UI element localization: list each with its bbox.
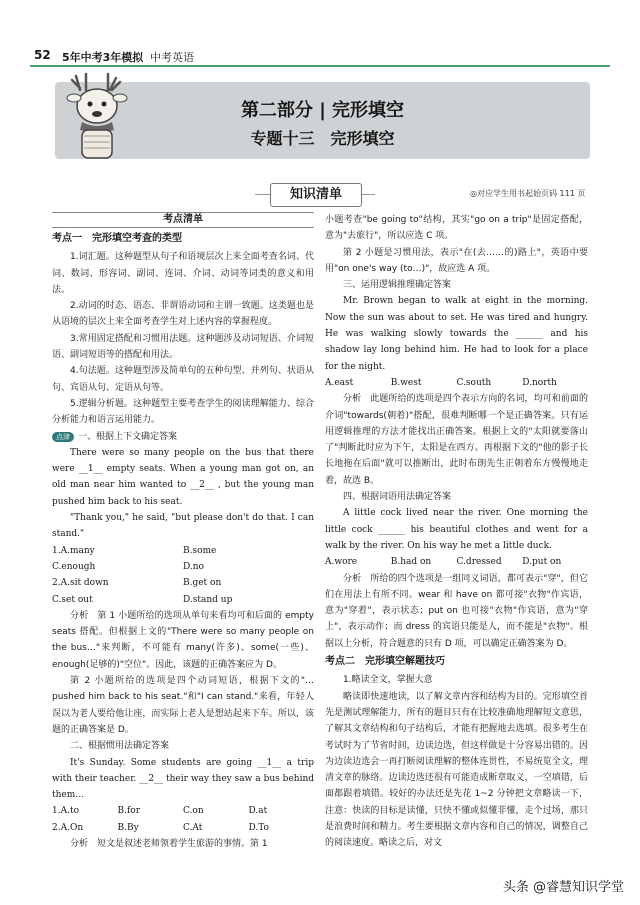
subject-title: 中考英语 (150, 51, 194, 64)
tip-text: 四、根据词语用法确定答案 (343, 492, 452, 503)
option: B.some (183, 545, 217, 556)
analysis: 分析 短文是叙述老师领着学生旅游的事情。第 1 (70, 838, 268, 849)
page-ref-note: ◎对应学生用书起始页码 111 页 (470, 189, 586, 198)
header-rule (30, 65, 610, 67)
option: D.stand up (183, 594, 233, 605)
option: C.on (183, 806, 204, 817)
topic-title: 专题十三 完形填空 (250, 129, 395, 148)
right-column (325, 212, 588, 852)
left-column (52, 212, 314, 852)
options (52, 543, 314, 608)
paragraph: 4.句法题。这种题型涉及简单句的五种句型、并列句、状语从句、宾语从句、定语从句等。 (52, 366, 314, 393)
option: C.south (456, 377, 492, 388)
option: A.wore (325, 557, 358, 568)
book-title: 5年中考3年模拟 (62, 51, 144, 64)
subheading: 1.略读全文，掌握大意 (343, 675, 433, 686)
paragraph: 略读即快速地读，以了解文章内容和结构为目的。完形填空首先是测试理解能力，所有的题目只有在比较准确地理解短文意思，了解其文章结构和句子结构后，才能有把握地去选填。很多考生在考试时为了节省时间，边读边选，但这样做是十分容易出错的。因为边读边选会一再打断阅读理解的整体连贯性，不易统览全文，理清文章的脉络。边读边选还很有可能造成断章取义，一空填错，后面都跟着填错。较好的办法还是先花 1~2 分钟把文章略读一下，注意：快读的目标是读懂，只快不懂或似懂非懂，走个过场，那只是浪费时间和精力。考生要根据文章内容和自己的情况，调整自己的阅读速度。略读之后，对文 (325, 691, 588, 849)
options (325, 554, 588, 570)
option: C.At (183, 822, 203, 833)
option: D.north (522, 377, 557, 388)
tip-text: 一、根据上下文确定答案 (78, 431, 178, 442)
option: C.set out (52, 594, 93, 605)
paragraph: 小题考查"be going to"结构，其实"go on a trip"是固定搭配，意为"去旅行"，所以应选 C 项。 (325, 215, 588, 242)
paragraph: 第 2 小题是习惯用法，表示"在(去……的)路上"，英语中要用"on one's way (to…)"，故应选 A 项。 (325, 247, 588, 274)
example-text: A little cock lived near the river. One morning the little cock ______ his beautiful clothes and went for a walk by the river. On his way he met a little duck. (325, 508, 588, 551)
option: D.no (183, 561, 204, 572)
watermark: 头条 @睿慧知识学堂 (502, 880, 624, 895)
options (325, 375, 588, 391)
section-header: 考点清单 (52, 212, 314, 228)
option: C.dressed (456, 557, 502, 568)
option: 2.A.sit down (52, 578, 109, 589)
tip-text: 二、根据惯用法确定答案 (70, 741, 170, 752)
analysis: 分析 此题所给的选项是四个表示方向的名词，均可和前面的介词"towards(朝着)"搭配，很难判断哪一个是正确答案。只有运用逻辑推理的方法才能找出正确答案。根据上文的"太阳就要落山了"判断此时应为下午，太阳是在西方。再根据下文的"他的影子长长地拖在后面"就可以推断出，此时布朗先生正朝着东方慢慢地走着，故选 B。 (325, 394, 588, 486)
tip-text: 三、运用逻辑推理确定答案 (343, 280, 452, 291)
page-number: 52 (34, 48, 51, 62)
example-text: It's Sunday. Some students are going __1__ a trip with their teacher. __2__ their way they saw a bus behind them… (52, 757, 314, 801)
tip-heading (52, 429, 314, 445)
option: B.By (117, 822, 139, 833)
paragraph: 5.逻辑分析题。这种题型主要考查学生的阅读理解能力、综合分析能力和语言运用能力。 (52, 398, 314, 426)
analysis: 第 2 小题所给的选项是四个动词短语，根据下文的"…pushed him back to his seat."和"I can stand."来看，年轻人误以为老人要给他让座，而实际上老人是想站起来下车。所以，该题的正确答案是 D。 (52, 676, 314, 735)
example-text: "Thank you," he said, "but please don't do that. I can stand." (52, 513, 314, 540)
part-title: 第二部分 | 完形填空 (240, 100, 405, 121)
option: 2.A.On (52, 822, 84, 833)
page-header (30, 47, 610, 67)
options (52, 803, 314, 836)
option: D.To (248, 822, 269, 833)
example-text: Mr. Brown began to walk at eight in the morning. Now the sun was about to set. He was tired and hungry. He was walking slowly towards the ______ and his shadow lay long behind him. He had to look for a place for the night. (325, 296, 588, 372)
option: D.at (248, 806, 268, 817)
option: 1.A.to (52, 806, 79, 817)
tip-label: 点津 (52, 432, 74, 442)
option: B.west (390, 377, 422, 388)
point-title: 考点一 完形填空考查的类型 (52, 233, 182, 244)
option: B.get on (183, 578, 222, 589)
analysis: 分析 所给的四个选项是一组同义词语，都可表示"穿"，但它们在用法上有所不同。wear 和 have on 都可接"衣物"作宾语，意为"穿着"，表示状态；put on 也可接"衣物"作宾语，意为"穿上"，表示动作；而 dress 的宾语只能是人，而不能是"衣物"。根据以上分析，符合题意的只有 D 项，可以确定正确答案为 D。 (325, 573, 588, 649)
option: 1.A.many (52, 545, 95, 556)
option: C.enough (52, 561, 96, 572)
paragraph: 2.动词的时态、语态、非谓语动词和主谓一致题。这类题也是从语境的层次上来全面考查学生对上述内容的掌握程度。 (52, 301, 314, 328)
option: D.put on (522, 557, 562, 568)
paragraph: 3.常用固定搭配和习惯用法题。这种题涉及动词短语、介词短语、副词短语等的搭配和用法。 (52, 333, 314, 361)
option: B.for (117, 806, 141, 817)
example-text: There were so many people on the bus that there were __1__ empty seats. When a young man got on, an old man near him wanted to __2__ , but the young man pushed him back to his seat. (52, 447, 314, 507)
option: A.east (325, 377, 354, 388)
paragraph: 1.词汇题。这种题型从句子和语境层次上来全面考查名词、代词、数词、形容词、副词、连词、介词、动词等词类的意义和用法。 (52, 252, 314, 295)
point-title: 考点二 完形填空解题技巧 (325, 656, 445, 668)
analysis: 分析 第 1 小题所给的选项从单句来看均可和后面的 empty seats 搭配。但根据上文的"There were so many people on the bus…"来判断，不可能有 many(许多)、some(一些)、enough(足够的)"空位"。因此，该题的正确答案应为 D。 (52, 610, 314, 670)
knowledge-badge: 知识清单 (270, 183, 362, 207)
deer-mascot-icon (58, 70, 136, 165)
option: B.had on (390, 557, 432, 568)
